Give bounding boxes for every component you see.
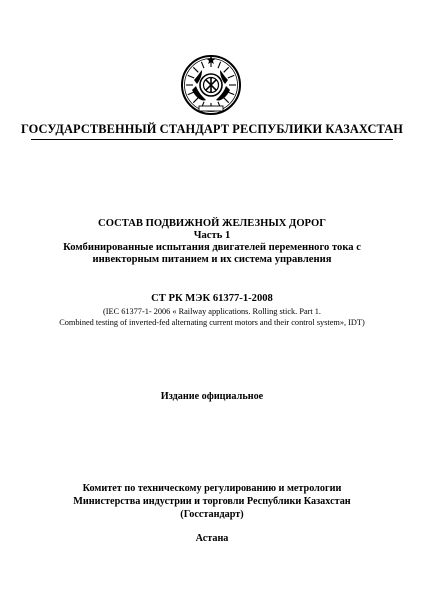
edition-label: Издание официальное	[160, 391, 264, 402]
title-line: Комбинированные испытания двигателей переменного тока с	[63, 242, 361, 253]
publisher-line: (Госстандарт)	[180, 509, 244, 520]
standard-code: СТ РК МЭК 61377-1-2008	[151, 293, 273, 304]
publication-city: Астана	[195, 533, 229, 544]
kazakhstan-state-emblem-icon	[180, 54, 242, 116]
title-part: Часть 1	[193, 230, 231, 241]
standard-reference-line: (IEC 61377-1- 2006 « Railway applications. Rolling stick. Part 1.	[103, 307, 321, 316]
publisher-line: Министерства индустрии и торговли Республики Казахстан	[73, 496, 351, 507]
publisher-line: Комитет по техническому регулированию и метрологии	[82, 483, 342, 494]
document-header-title: ГОСУДАРСТВЕННЫЙ СТАНДАРТ РЕСПУБЛИКИ КАЗАХСТАН	[20, 122, 404, 136]
title-line: инвекторным питанием и их система управления	[92, 254, 332, 265]
publisher	[0, 482, 424, 521]
document-title	[0, 218, 424, 266]
title-line: СОСТАВ ПОДВИЖНОЙ ЖЕЛЕЗНЫХ ДОРОГ	[98, 218, 326, 229]
standard-reference-line: Combined testing of inverted-fed alternating current motors and their control system», IDT)	[59, 318, 365, 327]
standard-reference	[0, 306, 424, 328]
header-rule	[31, 139, 393, 140]
